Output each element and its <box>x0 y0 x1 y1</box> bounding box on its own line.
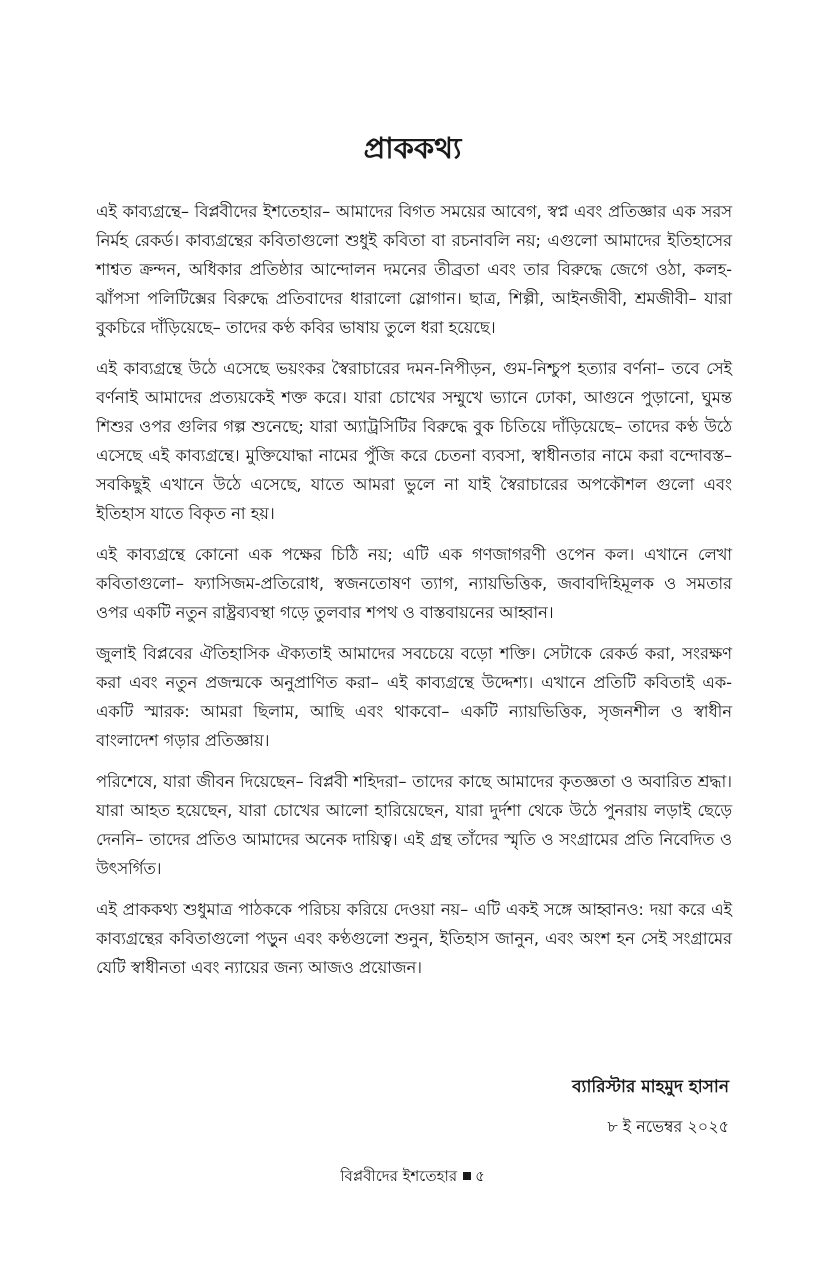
signature-date: ৮ ই নভেম্বর ২০২৫ <box>607 1117 729 1136</box>
signature-block <box>572 1072 729 1142</box>
paragraph-6: এই প্রাককথ্য শুধুমাত্র পাঠককে পরিচয় করিয়ে দেওয়া নয়– এটি একই সঙ্গে আহ্বানও: দয়া করে এই কাব্যগ্রন্থের কবিতাগুলো পড়ুন এবং কণ্ঠগুলো শুনুন, ইতিহাস জানুন, এবং অংশ হন সেই সংগ্রামের যেটি স্বাধীনতা এবং ন্যায়ের জন্য আজও প্রয়োজন। <box>96 900 732 977</box>
author-name: ব্যারিস্টার মাহমুদ হাসান <box>572 1077 729 1097</box>
footer-book-title: বিপ্লবীদের ইশতেহার <box>340 1167 458 1185</box>
paragraph-3: এই কাব্যগ্রন্থে কোনো এক পক্ষের চিঠি নয়; এটি এক গণজাগরণী ওপেন কল। এখানে লেখা কবিতাগুলো– ফ্যাসিজম-প্রতিরোধ, স্বজনতোষণ ত্যাগ, ন্যায়ভিত্তিক, জবাবদিহিমূলক ও সমতার ওপর একটি নতুন রাষ্ট্রব্যবস্থা গড়ে তুলবার শপথ ও বাস্তবায়নের আহ্বান। <box>96 545 732 622</box>
page-footer <box>0 1163 825 1189</box>
paragraph-2: এই কাব্যগ্রন্থে উঠে এসেছে ভয়ংকর স্বৈরাচারের দমন-নিপীড়ন, গুম-নিশ্চুপ হত্যার বর্ণনা– তবে সেই বর্ণনাই আমাদের প্রত্যয়কেই শক্ত করে। যারা চোখের সম্মুখে ভ্যানে ঢোকা, আগুনে পুড়ানো, ঘুমন্ত শিশুর ওপর গুলির গল্প শুনেছে; যারা অ্যাট্রসিটির বিরুদ্ধে বুক চিতিয়ে দাঁড়িয়েছে– তাদের কণ্ঠ উঠে এসেছে এই কাব্যগ্রন্থে। মুক্তিযোদ্ধা নামের পুঁজি করে চেতনা ব্যবসা, স্বাধীনতার নামে করা বন্দোবস্ত– সবকিছুই এখানে উঠে এসেছে, যাতে আমরা ভুলে না যাই স্বৈরাচারের অপকৌশল গুলো এবং ইতিহাস যাতে বিকৃত না হয়। <box>96 359 732 523</box>
page-number: ৫ <box>475 1167 485 1185</box>
preface-body <box>96 197 732 994</box>
square-bullet-icon <box>463 1172 471 1180</box>
paragraph-1: এই কাব্যগ্রন্থে– বিপ্লবীদের ইশতেহার– আমাদের বিগত সময়ের আবেগ, স্বপ্ন এবং প্রতিজ্ঞার এক সরস নির্মহ রেকর্ড। কাব্যগ্রন্থের কবিতাগুলো শুধুই কবিতা বা রচনাবলি নয়; এগুলো আমাদের ইতিহাসের শাশ্বত ক্রন্দন, অধিকার প্রতিষ্ঠার আন্দোলন দমনের তীব্রতা এবং তার বিরুদ্ধে জেগে ওঠা, কলহ-ঝাঁপসা পলিটিক্সের বিরুদ্ধে প্রতিবাদের ধারালো স্লোগান। ছাত্র, শিল্পী, আইনজীবী, শ্রমজীবী– যারা বুকচিরে দাঁড়িয়েছে– তাদের কণ্ঠ কবির ভাষায় তুলে ধরা হয়েছে। <box>96 202 732 337</box>
paragraph-4: জুলাই বিপ্লবের ঐতিহাসিক ঐক্যতাই আমাদের সবচেয়ে বড়ো শক্তি। সেটাকে রেকর্ড করা, সংরক্ষণ করা এবং নতুন প্রজন্মকে অনুপ্রাণিত করা– এই কাব্যগ্রন্থে উদ্দেশ্য। এখানে প্রতিটি কবিতাই এক-একটি স্মারক: আমরা ছিলাম, আছি এবং থাকবো– একটি ন্যায়ভিত্তিক, সৃজনশীল ও স্বাধীন বাংলাদেশ গড়ার প্রতিজ্ঞায়। <box>96 644 732 750</box>
paragraph-5: পরিশেষে, যারা জীবন দিয়েছেন– বিপ্লবী শহিদরা– তাদের কাছে আমাদের কৃতজ্ঞতা ও অবারিত শ্রদ্ধা। যারা আহত হয়েছেন, যারা চোখের আলো হারিয়েছেন, যারা দুর্দশা থেকে উঠে পুনরায় লড়াই ছেড়ে দেননি– তাদের প্রতিও আমাদের অনেক দায়িত্ব। এই গ্রন্থ তাঁদের স্মৃতি ও সংগ্রামের প্রতি নিবেদিত ও উৎসর্গিত। <box>96 772 732 878</box>
page-title: প্রাককথ্য <box>363 131 462 165</box>
